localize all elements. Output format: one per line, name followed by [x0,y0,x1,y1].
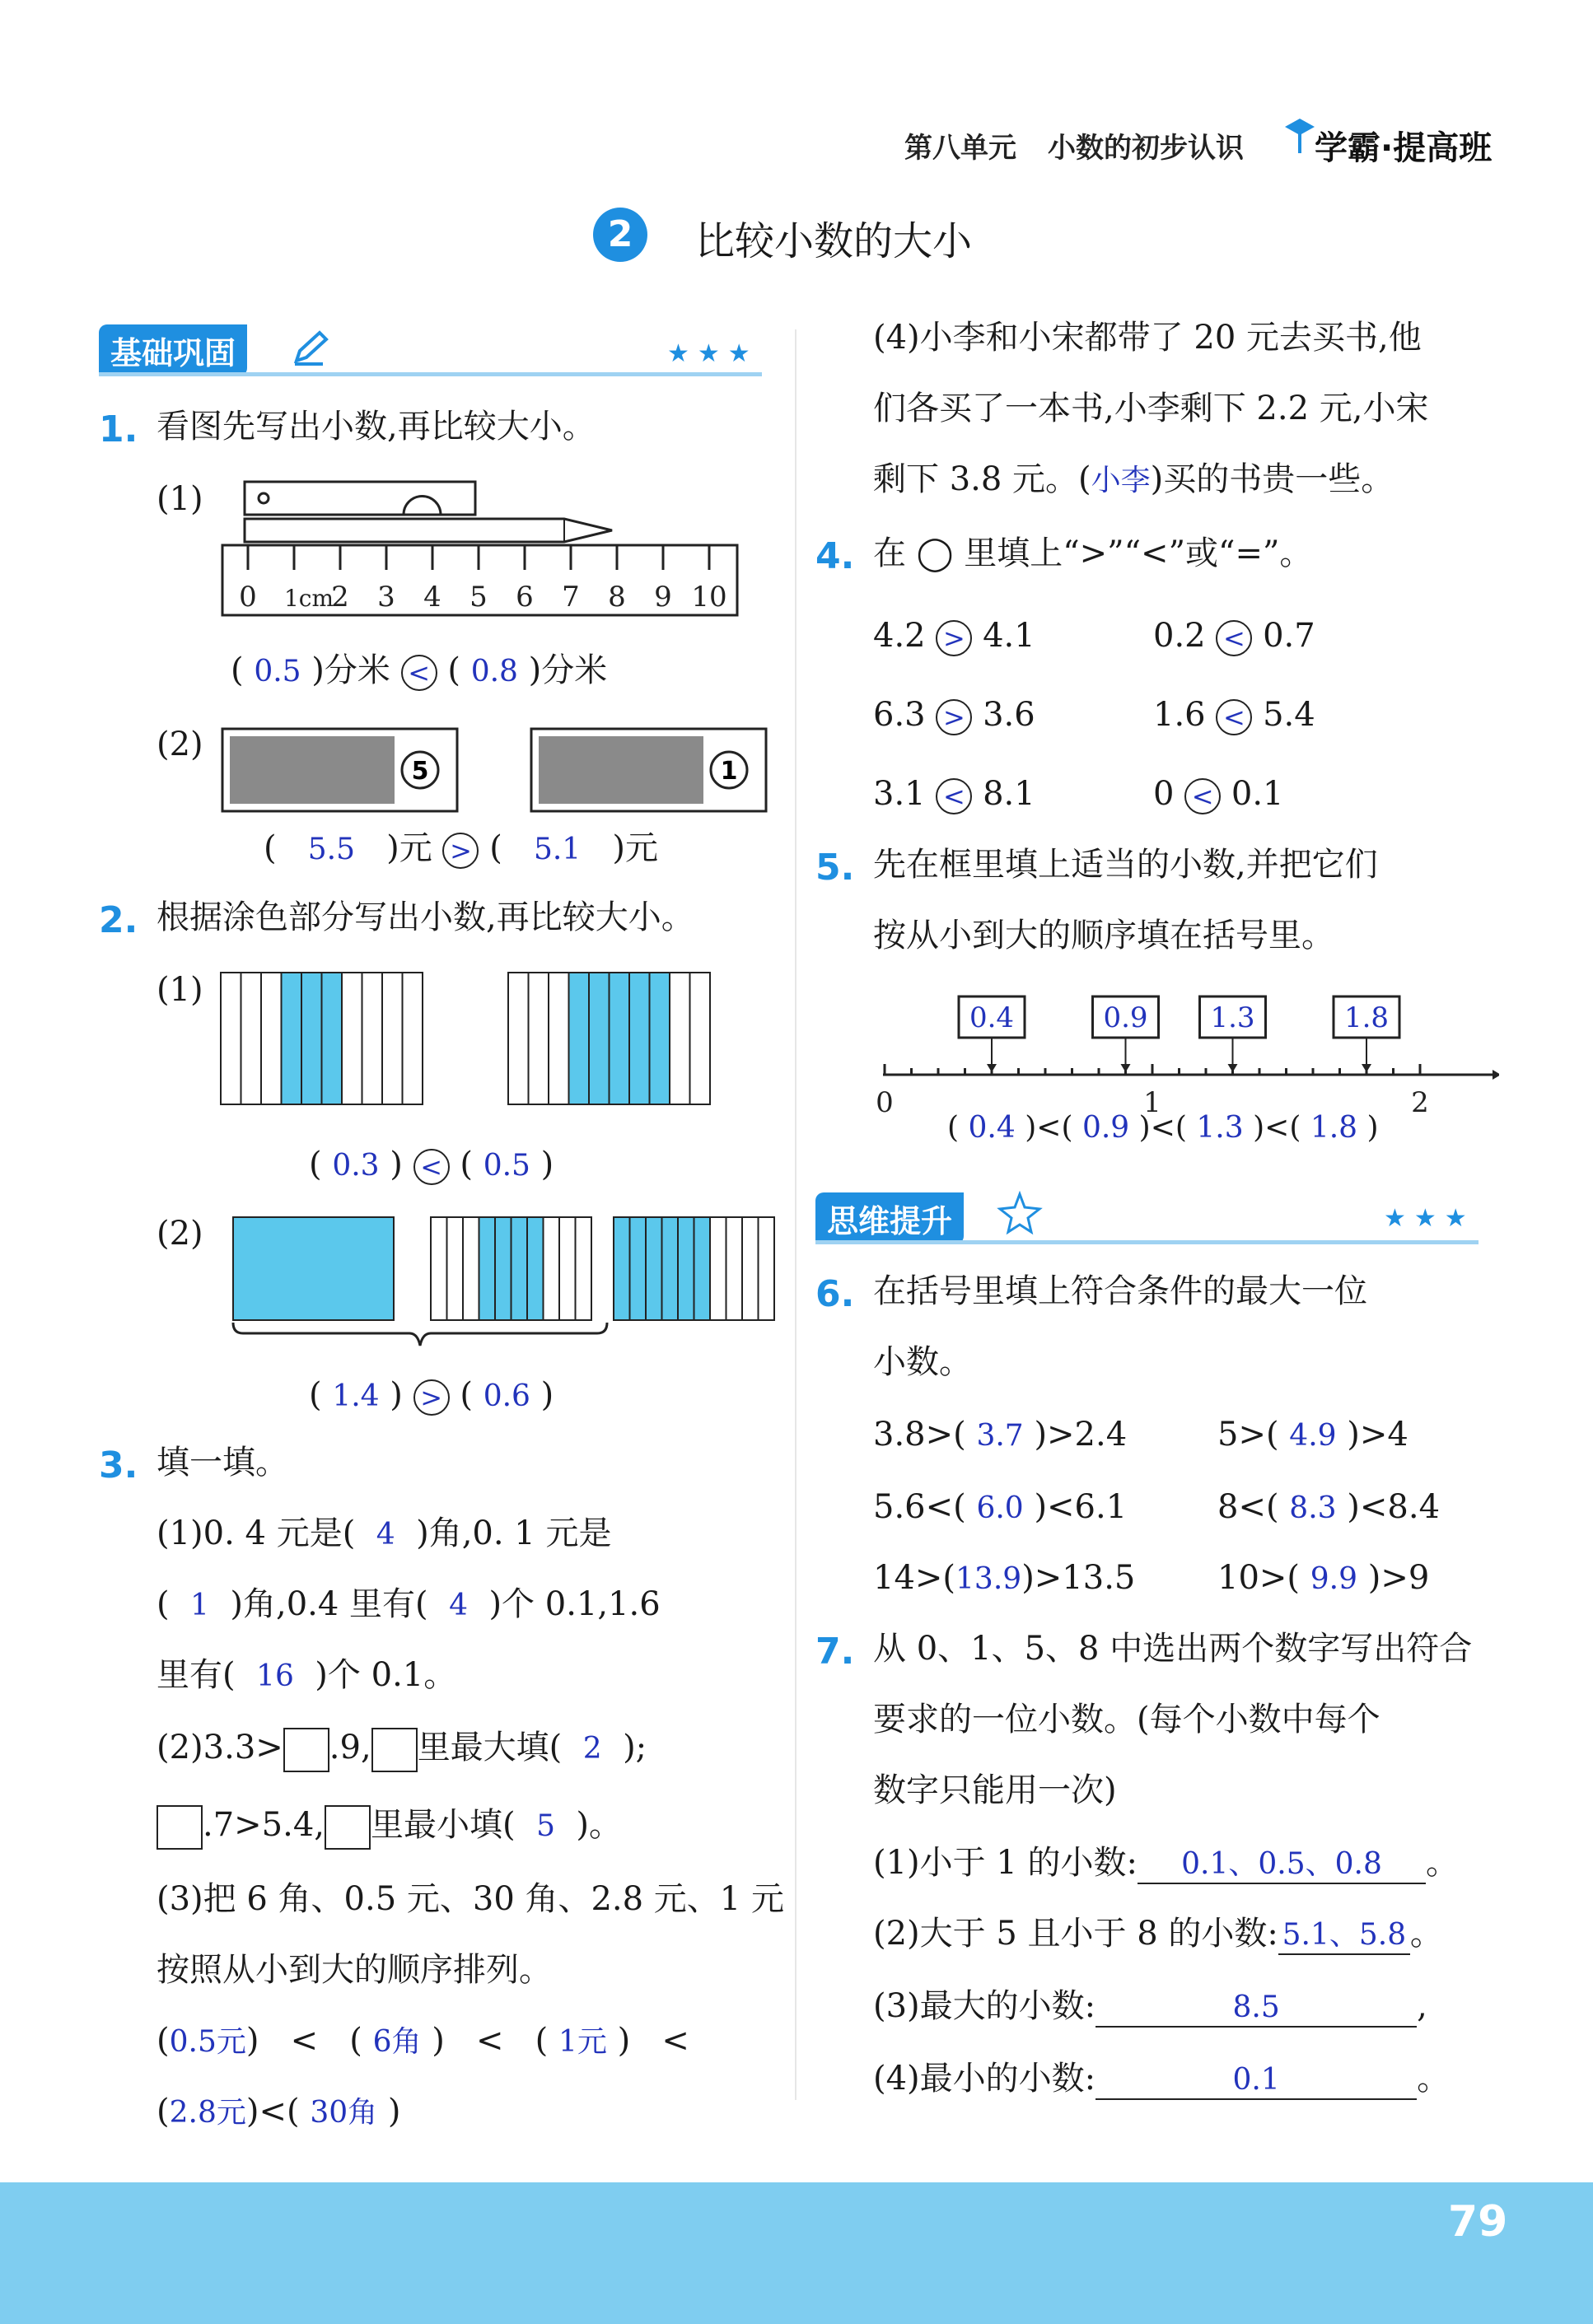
ruler-figure [218,478,745,622]
section-underline [815,1240,1479,1244]
axis-label: 2 [1411,1086,1429,1119]
q5-number: 5. [815,847,855,889]
q4-text: 在 ◯ 里填上“>”“<”或“=”。 [873,534,1313,572]
q1-part2-label: (2) [156,726,203,763]
blank-tenth [759,1217,775,1320]
shaded-whole [233,1217,394,1320]
blank-tenth [362,973,383,1104]
section-basic-tag: 基础巩固 [99,324,247,376]
q7-answer-3[interactable]: 8.5 [1232,1990,1280,2024]
blank-tenth [529,973,549,1104]
q7-answer-4[interactable]: 0.1 [1232,2063,1280,2097]
q4-item: 1.6 < 5.4 [1153,696,1315,734]
ruler-tick: 5 [469,581,488,614]
q3-4-line2: 们各买了一本书,小李剩下 2.2 元,小宋 [873,390,1429,427]
ruler-tick: 10 [691,581,727,614]
ruler-tick: 3 [377,581,395,614]
q3-line6: (3)把 6 角、0.5 元、30 角、2.8 元、1 元 [156,1880,784,1918]
blank-tenth [447,1217,464,1320]
note-one: 1 [720,757,738,786]
q6-item: 10>( 9.9 )>9 [1217,1559,1430,1597]
stripe-figure-1 [218,970,725,1110]
q3-line3: 里有( 16 )个 0.1。 [156,1656,457,1694]
q4-item: 6.3 > 3.6 [873,696,1035,734]
shaded-tenth [322,973,343,1104]
brand-label: 学霸·提高班 [1315,129,1493,167]
blank-tenth [403,973,423,1104]
q4-compare[interactable]: < [936,778,972,814]
q6-number: 6. [815,1273,855,1315]
banknotes-figure [218,725,778,815]
q3-line4: (2)3.3> .9, 里最大填( 2 ); [156,1728,647,1772]
q3-4-line1: (4)小李和小宋都带了 20 元去买书,他 [873,319,1422,357]
q3-line7: 按照从小到大的顺序排列。 [156,1951,552,1989]
pencil-icon [290,328,331,369]
q2-text: 根据涂色部分写出小数,再比较大小。 [156,898,694,936]
q4-item: 0.2 < 0.7 [1153,617,1315,655]
q1-p2-answer-a[interactable]: 5.5 [307,833,356,866]
q3-answer-3[interactable]: 4 [449,1589,468,1622]
blank-tenth [221,973,241,1104]
blank-tenth [670,973,690,1104]
q6-text2: 小数。 [873,1343,972,1381]
tenths-bar-d [431,1217,591,1320]
shaded-tenth [694,1217,711,1320]
q7-sub2: (2)大于 5 且小于 8 的小数: 5.1、5.8 。 [873,1914,1443,1955]
q3-order-item[interactable]: 1元 [558,2025,607,2059]
q6-answer[interactable]: 9.9 [1310,1562,1358,1596]
page-number: 79 [1448,2197,1508,2247]
q4-compare[interactable]: > [936,699,972,735]
pointer-arrowhead [1228,1064,1238,1072]
q1-part1-label: (1) [156,480,203,518]
q6-text1: 在括号里填上符合条件的最大一位 [873,1272,1367,1310]
q3-order-item[interactable]: 30角 [310,2096,378,2130]
q2-part1-label: (1) [156,971,203,1009]
blank-tenth [508,973,529,1104]
blank-tenth [726,1217,743,1320]
q3-4-answer[interactable]: 小李 [1091,464,1151,497]
q5-order-row: ( 0.4 )<( 0.9 )<( 1.3 )<( 1.8 ) [947,1111,1379,1145]
shaded-tenth [282,973,302,1104]
q3-order-row2: (2.8元)<( 30角 ) [156,2093,401,2130]
q3-text: 填一填。 [156,1444,288,1482]
q3-order-item[interactable]: 0.5元 [169,2025,246,2059]
shaded-tenth [301,973,322,1104]
ruler-tick: 9 [654,581,672,614]
shaded-tenth [630,1217,647,1320]
blank-tenth [690,973,711,1104]
q6-answer[interactable]: 4.9 [1289,1419,1337,1453]
shaded-tenth [479,1217,496,1320]
section-advanced-tag: 思维提升 [815,1192,964,1244]
lesson-number-badge: 2 [593,208,647,262]
pointer-arrowhead [1121,1064,1131,1072]
blank-box [325,1805,371,1850]
pointer-arrowhead [1362,1064,1371,1072]
q1-p1-answer-b[interactable]: 0.8 [470,655,518,688]
q6-item: 8<( 8.3 )<8.4 [1217,1488,1441,1526]
blank-tenth [544,1217,560,1320]
q2-part2-answer-row: ( 1.4 ) > ( 0.6 ) [309,1376,554,1414]
q3-order-row1: (0.5元) < ( 6角 ) < ( 1元 ) < [156,2022,689,2060]
axis-label: 1 [1143,1086,1161,1119]
blank-tenth [431,1217,447,1320]
q3-answer-4[interactable]: 16 [256,1659,294,1693]
number-line [873,988,1499,1120]
q7-number: 7. [815,1631,855,1673]
ruler-tick: 4 [423,581,441,614]
q2-p1-answer-a[interactable]: 0.3 [332,1149,380,1183]
q2-p1-compare[interactable]: < [413,1149,450,1185]
q3-order-item[interactable]: 2.8元 [169,2096,246,2130]
q2-part1-answer-row: ( 0.3 ) < ( 0.5 ) [309,1146,554,1183]
ruler-tick: 2 [331,581,349,614]
q3-answer-6[interactable]: 5 [536,1809,555,1843]
q3-line5: .7>5.4, 里最小填( 5 )。 [156,1805,622,1850]
q3-order-item[interactable]: 6角 [372,2025,422,2059]
q1-part1-answer-row: ( 0.5 )分米 < ( 0.8 )分米 [231,651,608,689]
q5-order-item[interactable]: 1.8 [1310,1111,1358,1145]
q3-answer-5[interactable]: 2 [582,1732,602,1766]
q7-text2: 要求的一位小数。(每个小数中每个 [873,1701,1380,1738]
q6-item: 3.8>( 3.7 )>2.4 [873,1416,1128,1454]
ruler-tick: 8 [608,581,626,614]
difficulty-stars: ★★★ [667,339,759,368]
value-box-label: 1.3 [1210,1001,1255,1034]
blank-tenth [559,1217,576,1320]
q1-text: 看图先写出小数,再比较大小。 [156,408,596,446]
value-box-label: 0.9 [1103,1001,1148,1034]
shaded-tenth [662,1217,679,1320]
blank-tenth [549,973,569,1104]
ruler-tick: 6 [516,581,534,614]
q6-answer[interactable]: 6.0 [976,1491,1024,1525]
q1-p1-answer-a[interactable]: 0.5 [254,655,301,688]
q7-text3: 数字只能用一次) [873,1771,1117,1809]
blank-tenth [576,1217,592,1320]
ruler-tick: 7 [562,581,580,614]
q5-order-item[interactable]: 1.3 [1196,1111,1244,1145]
shaded-tenth [646,1217,662,1320]
q2-p1-answer-b[interactable]: 0.5 [483,1149,530,1183]
column-divider [795,329,796,2100]
shaded-tenth [614,1217,630,1320]
q6-answer[interactable]: 8.3 [1289,1491,1337,1525]
footer-band [0,2182,1593,2324]
note-five: 5 [411,757,429,786]
q3-answer-1[interactable]: 4 [376,1518,395,1552]
axis-label: 0 [876,1086,894,1119]
pointer-arrowhead [987,1064,997,1072]
q6-item: 14>(13.9)>13.5 [873,1559,1136,1597]
blank-tenth [261,973,282,1104]
sparkle-star-icon [997,1191,1043,1237]
q1-p2-answer-b[interactable]: 5.1 [533,833,582,866]
value-box-label: 0.4 [969,1001,1015,1034]
q4-compare[interactable]: < [1184,778,1221,814]
q4-number: 4. [815,535,855,577]
q2-p2-answer-b[interactable]: 0.6 [483,1379,530,1413]
q5-order-item[interactable]: 0.9 [1081,1111,1130,1145]
q3-number: 3. [99,1444,138,1486]
q4-compare[interactable]: > [936,620,972,656]
q7-sub1: (1)小于 1 的小数: 0.1、0.5、0.8 。 [873,1843,1459,1884]
q3-line2: ( 1 )角,0.4 里有( 4 )个 0.1,1.6 [156,1585,661,1623]
shaded-tenth [650,973,670,1104]
difficulty-stars: ★★★ [1384,1204,1475,1233]
blank-box[interactable] [156,1805,203,1850]
blank-box[interactable] [283,1728,329,1772]
q3-answer-2[interactable]: 1 [190,1589,209,1622]
blank-tenth [342,973,362,1104]
shaded-tenth [610,973,630,1104]
lesson-title: 比较小数的大小 [695,218,973,264]
q5-text1: 先在框里填上适当的小数,并把它们 [873,846,1378,884]
shaded-tenth [512,1217,528,1320]
graduate-icon [1282,114,1315,155]
q6-answer[interactable]: 13.9 [955,1562,1022,1596]
q3-line1: (1)0. 4 元是( 4 )角,0. 1 元是 [156,1514,612,1552]
shaded-tenth [569,973,590,1104]
unit-label: 第八单元 [904,132,1016,165]
q1-p1-compare[interactable]: < [401,655,437,691]
q2-part2-label: (2) [156,1215,203,1253]
stripe-figure-2 [227,1214,778,1358]
q6-answer[interactable]: 3.7 [976,1419,1024,1453]
shaded-tenth [589,973,610,1104]
blank-tenth [241,973,262,1104]
blank-box [371,1728,418,1772]
q6-item: 5>( 4.9 )>4 [1217,1416,1408,1454]
q1-p2-compare[interactable]: > [442,833,479,869]
tenths-bar-e [614,1217,774,1320]
tenths-bar-c [233,1217,394,1320]
q7-text1: 从 0、1、5、8 中选出两个数字写出符合 [873,1630,1473,1668]
number-line-boxes [959,996,1399,1072]
q4-item: 0 < 0.1 [1153,775,1284,813]
q5-text2: 按从小到大的顺序填在括号里。 [873,917,1334,954]
number-line-ticks [885,1064,1420,1075]
blank-tenth [710,1217,726,1320]
q4-compare[interactable]: < [1216,620,1252,656]
tenths-bar-a [221,973,423,1104]
blank-tenth [382,973,403,1104]
ruler-tick: 0 [239,581,257,614]
chapter-label: 小数的初步认识 [1048,132,1244,165]
q4-item: 4.2 > 4.1 [873,617,1035,655]
q6-item: 5.6<( 6.0 )<6.1 [873,1488,1128,1526]
q1-part2-answer-row: ( 5.5 )元 > ( 5.1 )元 [264,829,658,867]
shaded-tenth [527,1217,544,1320]
blank-tenth [742,1217,759,1320]
q2-p2-answer-a[interactable]: 1.4 [332,1379,380,1413]
tenths-bar-b [508,973,710,1104]
q7-sub4: (4)最小的小数: 0.1 。 [873,2059,1450,2100]
blank-tenth [463,1217,479,1320]
q4-item: 3.1 < 8.1 [873,775,1035,813]
q7-answer-1[interactable]: 0.1、0.5、0.8 [1181,1847,1382,1881]
section-underline [99,372,762,376]
q5-order-item[interactable]: 0.4 [968,1111,1016,1145]
q1-number: 1. [99,408,138,450]
q4-compare[interactable]: < [1216,699,1252,735]
q2-number: 2. [99,899,138,941]
q2-p2-compare[interactable]: > [413,1379,450,1416]
shaded-tenth [629,973,650,1104]
q7-answer-2[interactable]: 5.1、5.8 [1282,1918,1407,1952]
shaded-tenth [678,1217,694,1320]
q7-sub3: (3)最大的小数: 8.5 , [873,1986,1427,2028]
ruler-tick: 1cm [283,585,334,612]
value-box-label: 1.8 [1343,1001,1390,1034]
shaded-tenth [495,1217,512,1320]
q3-4-line3: 剩下 3.8 元。(小李)买的书贵一些。 [873,460,1394,498]
